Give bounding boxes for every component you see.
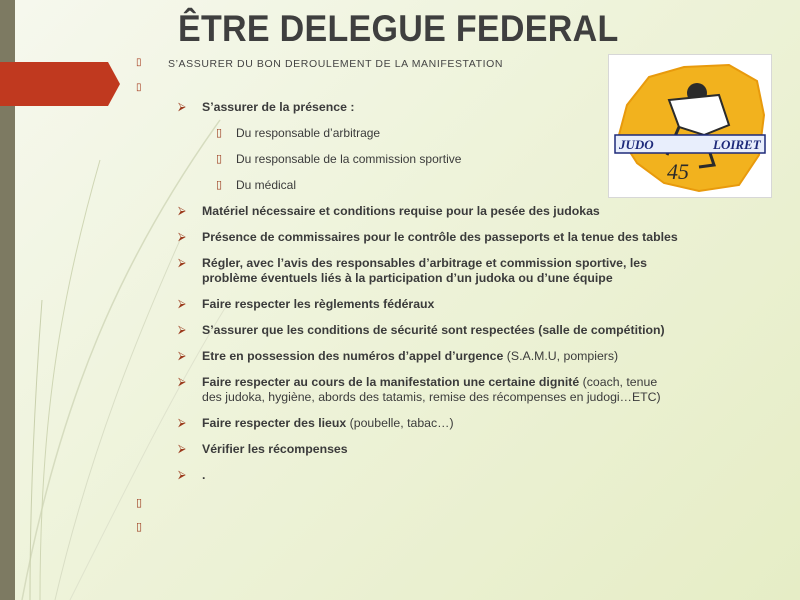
logo-left-text: JUDO (619, 137, 654, 152)
content-list (178, 100, 678, 494)
list-item-main-text: . (202, 468, 206, 482)
list-item-main-text: Faire respecter des lieux (202, 416, 347, 430)
bullet-arrow-icon: ▯ (216, 179, 223, 191)
empty-bullet: ▯ (136, 497, 143, 509)
list-item (178, 323, 678, 338)
list-item-extra-text: (poubelle, tabac…) (346, 416, 454, 430)
list-item (178, 442, 678, 457)
list-item-extra-text: (coach, tenue des judoka, hygiène, abords des tatamis, remise des récompenses en judogi…ETC) (202, 375, 661, 404)
list-item-main-text: S’assurer de la présence : (202, 100, 355, 114)
sub-list-item (178, 126, 678, 141)
bullet-arrow-icon: ▯ (216, 153, 223, 165)
list-item-main-text: Régler, avec l’avis des responsables d’arbitrage et commission sportive, les problème éventuels liés à la participation d’un judoka ou d’une équipe (202, 256, 647, 285)
empty-bullet: ▯ (136, 521, 143, 533)
bullet-arrow-icon: ⮚ (178, 101, 186, 113)
list-item (178, 375, 678, 405)
bullet-arrow-icon: ⮚ (178, 205, 186, 217)
list-item-main-text: Etre en possession des numéros d’appel d’urgence (202, 349, 504, 363)
bullet-arrow-icon: ⮚ (178, 469, 186, 481)
sub-list-item (178, 152, 678, 167)
list-item (178, 297, 678, 312)
slide-title: ÊTRE DELEGUE FEDERAL (178, 8, 619, 49)
bullet-arrow-icon: ⮚ (178, 324, 186, 336)
logo-number: 45 (667, 159, 689, 184)
list-item-main-text: Matériel nécessaire et conditions requise pour la pesée des judokas (202, 204, 600, 218)
bullet-arrow-icon: ⮚ (178, 231, 186, 243)
list-item (178, 230, 678, 245)
bullet-arrow-icon: ⮚ (178, 376, 186, 388)
list-item-main-text: S’assurer que les conditions de sécurité sont respectées (salle de compétition) (202, 323, 665, 337)
list-item-main-text: Vérifier les récompenses (202, 442, 348, 456)
bullet-arrow-icon: ⮚ (178, 257, 186, 269)
list-item-main-text: Présence de commissaires pour le contrôle des passeports et la tenue des tables (202, 230, 678, 244)
list-item-main-text: Du responsable d’arbitrage (236, 126, 381, 140)
list-item (178, 204, 678, 219)
list-item (178, 416, 678, 431)
list-item-extra-text: (S.A.M.U, pompiers) (503, 349, 619, 363)
list-item-main-text: Faire respecter au cours de la manifestation une certaine dignité (202, 375, 580, 389)
list-item (178, 100, 678, 115)
list-item-main-text: Du responsable de la commission sportive (236, 152, 462, 166)
bullet-marker: ▯ (136, 82, 142, 93)
bullet-arrow-icon: ▯ (216, 127, 223, 139)
list-item-main-text: Faire respecter les règlements fédéraux (202, 297, 435, 311)
list-item (178, 256, 678, 286)
list-item-main-text: Du médical (236, 178, 297, 192)
list-item (178, 349, 678, 364)
slide-subtitle: S’ASSURER DU BON DEROULEMENT DE LA MANIFESTATION (168, 58, 504, 70)
logo-right-text: LOIRET (713, 137, 761, 152)
bullet-arrow-icon: ⮚ (178, 443, 186, 455)
bullet-arrow-icon: ⮚ (178, 298, 186, 310)
red-arrow-banner (0, 62, 120, 106)
list-item (178, 468, 678, 483)
bullet-arrow-icon: ⮚ (178, 417, 186, 429)
bullet-arrow-icon: ⮚ (178, 350, 186, 362)
sub-list-item (178, 178, 678, 193)
bullet-marker: ▯ (136, 57, 142, 68)
